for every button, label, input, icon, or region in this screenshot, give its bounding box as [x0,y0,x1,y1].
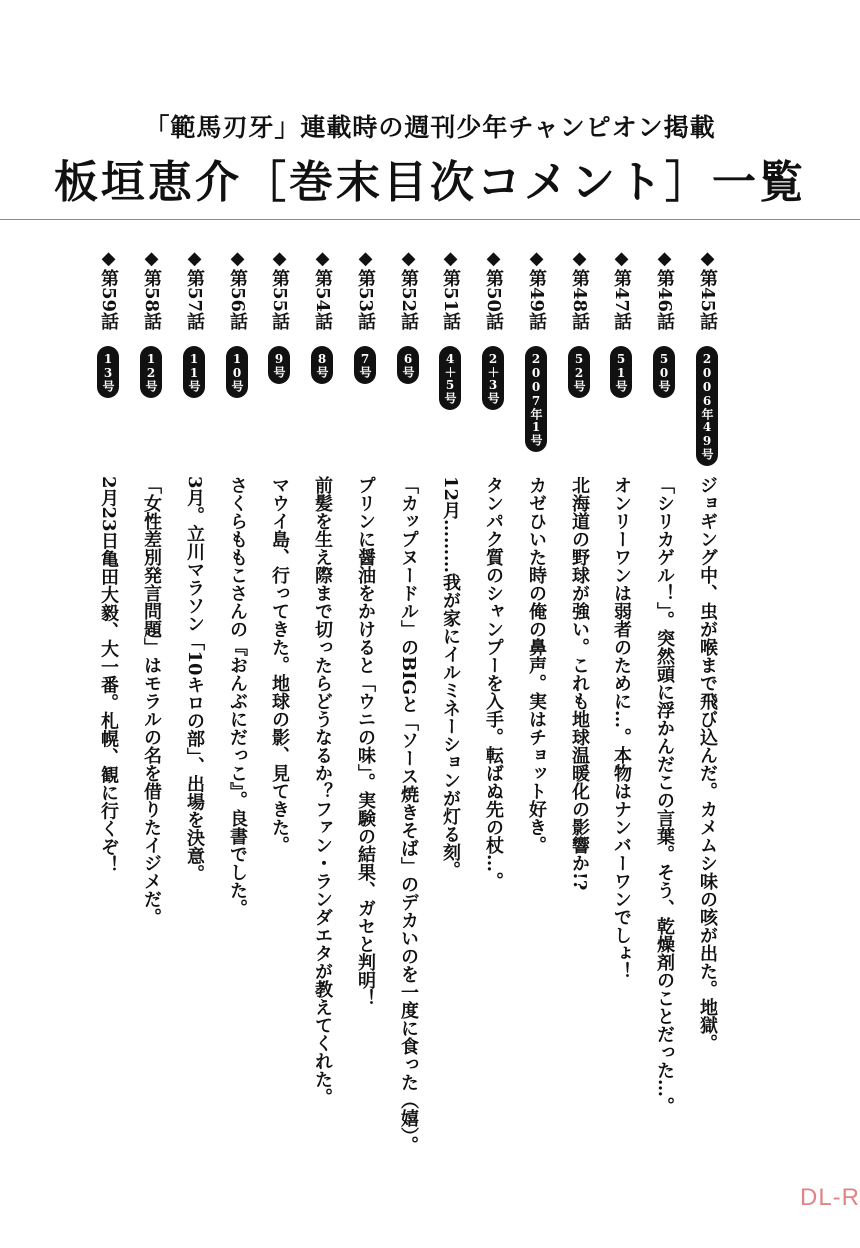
list-item [307,248,337,1148]
comment-text: プリンに醤油をかけると「ウニの味」。実験の結果、ガセと判明！ [355,476,376,1007]
comment-text: 12月………我が家にイルミネーションが灯る刻。 [440,476,461,880]
list-item [435,248,465,1148]
comment-text: 「カップヌードル」のBIGと「ソース焼きそば」のデカいのを一度に食った（嬉）。 [398,476,419,1155]
episode-label: ◆第47話 [611,248,632,331]
episode-label: ◆第49話 [526,248,547,331]
list-item [478,248,508,1148]
list-item [179,248,209,1148]
episode-label: ◆第57話 [184,248,205,331]
issue-badge: 7号 [354,346,376,384]
episode-label: ◆第58話 [141,248,162,331]
issue-badge: 50号 [653,346,675,398]
episode-label: ◆第52話 [398,248,419,331]
list-item [350,248,380,1148]
episode-label: ◆第55話 [269,248,290,331]
list-item [222,248,252,1148]
comment-text: ジョギング中、虫が喉まで飛び込んだ。カメムシ味の咳が出た。地獄。 [697,476,718,1052]
comment-text: 北海道の野球が強い。これも地球温暖化の影響か!? [569,476,590,891]
comment-text: オンリーワンは弱者のために…。本物はナンバーワンでしょ！ [611,476,632,980]
watermark: DL-R [799,1184,860,1211]
list-item [692,248,722,1148]
list-item [521,248,551,1148]
episode-label: ◆第59話 [98,248,119,331]
comment-text: 「女性差別発言問題」はモラルの名を借りたイジメだ。 [141,476,162,926]
issue-badge: 10号 [226,346,248,398]
issue-badge: 9号 [268,346,290,384]
page-title: 板垣恵介［巻末目次コメント］一覧 [54,157,806,208]
comment-text: 前髪を生え際まで切ったらどうなるか？ファン・ランダエタが教えてくれた。 [312,476,333,1106]
issue-badge: 8号 [311,346,333,384]
issue-badge: 13号 [97,346,119,398]
issue-badge: 2007年1号 [525,346,547,452]
issue-badge: 11号 [183,346,205,398]
header-divider [0,219,860,220]
list-item [564,248,594,1148]
list-item [93,248,123,1148]
episode-label: ◆第46話 [654,248,675,331]
list-item [393,248,423,1155]
comment-list [0,240,860,1200]
comment-text: タンパク質のシャンプーを入手。転ばぬ先の杖…。 [483,476,504,890]
episode-label: ◆第56話 [227,248,248,331]
issue-badge: 4＋5号 [439,346,461,410]
episode-label: ◆第51話 [440,248,461,331]
comment-text: 「シリカゲル！」。突然頭に浮かんだこの言葉。そう、乾燥剤のことだった…。 [654,476,675,1115]
comment-text: マウイ島、行ってきた。地球の影、見てきた。 [269,476,290,854]
episode-label: ◆第53話 [355,248,376,331]
episode-label: ◆第48話 [569,248,590,331]
issue-badge: 2＋3号 [482,346,504,410]
page-subtitle: 「範馬刃牙」連載時の週刊少年チャンピオン掲載 [144,113,716,142]
list-item [136,248,166,1148]
comment-text: さくらももこさんの『おんぶにだっこ』。良書でした。 [227,476,248,917]
comment-text: カゼひいた時の俺の鼻声。実はチョット好き。 [526,476,547,854]
comment-text: 3月。立川マラソン「10キロの部」、出場を決意。 [184,476,205,883]
issue-badge: 2006年49号 [696,346,718,466]
issue-badge: 12号 [140,346,162,398]
episode-label: ◆第54話 [312,248,333,331]
issue-badge: 51号 [610,346,632,398]
list-item [606,248,636,1148]
issue-badge: 52号 [568,346,590,398]
episode-label: ◆第50話 [483,248,504,331]
episode-label: ◆第45話 [697,248,718,331]
list-item [264,248,294,1148]
comment-text: 2月23日亀田大毅、大一番。札幌、観に行くぞ！ [98,476,119,874]
page-header [0,0,860,220]
list-item [649,248,679,1148]
issue-badge: 6号 [397,346,419,384]
